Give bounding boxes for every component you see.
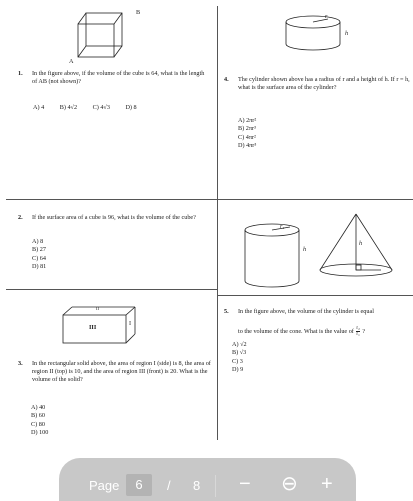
page-toolbar bbox=[59, 458, 356, 501]
option-a: A) √2 bbox=[232, 341, 247, 348]
question-text-end: ? bbox=[362, 327, 366, 335]
option-b: B) 60 bbox=[31, 412, 45, 420]
option-c: C) 64 bbox=[32, 254, 46, 262]
option-a: A) 2πr² bbox=[238, 117, 257, 124]
question-number: 1. bbox=[18, 70, 23, 77]
option-a: A) 40 bbox=[31, 404, 46, 411]
page-separator: / bbox=[167, 478, 171, 493]
cube-label-a: A bbox=[69, 58, 74, 65]
cone-label-h: h bbox=[359, 240, 363, 247]
option-d: D) 100 bbox=[31, 428, 49, 436]
option-d: D) 81 bbox=[32, 262, 47, 270]
region-label-ii: II bbox=[96, 306, 99, 311]
option-b: B) 27 bbox=[32, 246, 46, 254]
option-c: C) 3 bbox=[232, 357, 243, 365]
question-number: 3. bbox=[18, 360, 23, 367]
option-b: B) √3 bbox=[232, 349, 247, 357]
option-c: C) 4πr² bbox=[238, 133, 256, 141]
current-page-input[interactable]: 6 bbox=[126, 474, 152, 496]
fraction-numerator: r₂ bbox=[356, 326, 360, 331]
zoom-in-button[interactable]: + bbox=[321, 473, 333, 495]
question-text: In the figure above, if the volume of the cube is 64, what is the length of AB (not shown)? bbox=[32, 70, 205, 86]
question-3 bbox=[18, 360, 212, 385]
question-text: If the surface area of a cube is 96, what is the volume of the cube? bbox=[32, 214, 196, 221]
question-3-options bbox=[31, 404, 48, 437]
option-d: D) 8 bbox=[125, 104, 137, 111]
page-label: Page bbox=[89, 478, 120, 493]
zoom-out-button[interactable]: − bbox=[239, 473, 251, 495]
question-number: 5. bbox=[224, 308, 229, 315]
option-a: A) 8 bbox=[32, 238, 44, 245]
cylinder-label-r: r bbox=[325, 13, 328, 20]
option-d: D) 9 bbox=[232, 365, 244, 373]
region-label-iii: III bbox=[89, 324, 97, 331]
option-d: D) 4πr³ bbox=[238, 141, 257, 149]
zoom-reset-button[interactable]: ⊖ bbox=[281, 473, 298, 495]
cylinder-label-r1: r₁ bbox=[280, 223, 285, 230]
region-label-i: I bbox=[129, 320, 132, 327]
cylinder-label-h: h bbox=[345, 30, 349, 37]
option-c: C) 80 bbox=[31, 420, 45, 428]
question-text: The cylinder shown above has a radius of r and a height of h. If r = h, what is the surface area of the cylinder? bbox=[238, 76, 410, 92]
fraction-denominator: r₁ bbox=[356, 332, 360, 337]
cylinder-label-h: h bbox=[303, 246, 307, 253]
question-text-line-2: to the volume of the cone. What is the value of bbox=[238, 327, 354, 335]
question-number: 2. bbox=[18, 214, 23, 221]
option-b: B) 4√2 bbox=[59, 104, 78, 111]
cube-label-b: B bbox=[136, 9, 141, 16]
toolbar-divider bbox=[215, 475, 216, 497]
option-a: A) 4 bbox=[33, 104, 45, 111]
question-text-line-1: In the figure above, the volume of the cylinder is equal bbox=[238, 308, 374, 315]
question-text: In the rectangular solid above, the area of region I (side) is 8, the area of region II (top) is 10, and the area of region III (front) is 20. What is the volume of the solid? bbox=[32, 360, 211, 384]
option-b: B) 2πr³ bbox=[238, 125, 256, 133]
question-number: 4. bbox=[224, 76, 229, 83]
total-pages: 8 bbox=[193, 478, 201, 493]
option-c: C) 4√3 bbox=[92, 104, 110, 111]
